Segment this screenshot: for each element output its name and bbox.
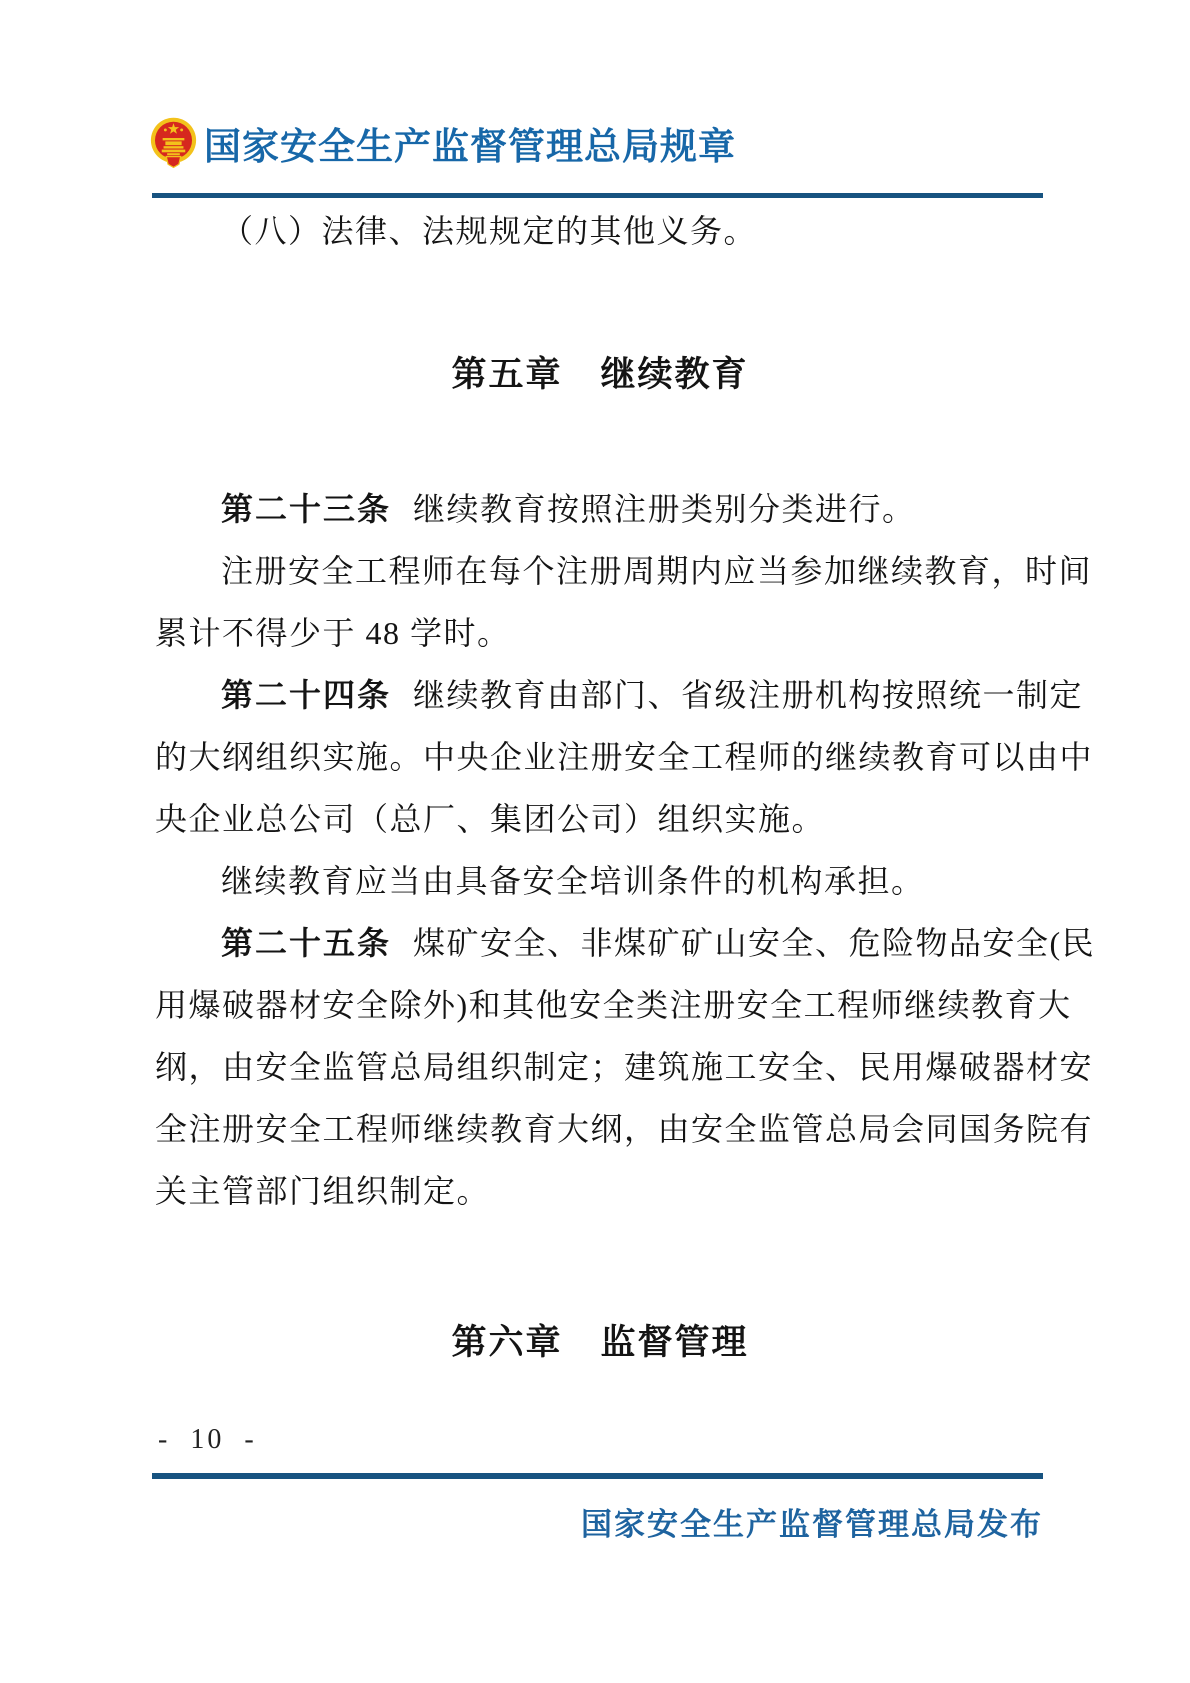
publisher-label: 国家安全生产监督管理总局发布 bbox=[581, 1507, 1043, 1542]
article-24-line bbox=[155, 664, 1084, 726]
body-line: （八）法律、法规规定的其他义务。 bbox=[221, 213, 758, 249]
chapter-heading-6 bbox=[155, 1312, 1045, 1374]
chapter-heading-5 bbox=[155, 344, 1045, 406]
footer-divider bbox=[152, 1473, 1043, 1479]
chapter-title: 继续教育 bbox=[600, 355, 749, 394]
article-23-line bbox=[155, 478, 1045, 540]
article-25-line bbox=[155, 912, 1096, 974]
page-header-title: 国家安全生产监督管理总局规章 bbox=[204, 127, 736, 168]
body-line: 关主管部门组织制定。 bbox=[155, 1173, 491, 1209]
article-text: 煤矿安全、非煤矿矿山安全、危险物品安全(民 bbox=[413, 925, 1096, 961]
chapter-title: 监督管理 bbox=[600, 1323, 749, 1362]
chapter-number: 第六章 bbox=[451, 1323, 563, 1362]
body-line: 累计不得少于 48 学时。 bbox=[155, 615, 511, 651]
body-line: 纲，由安全监管总局组织制定；建筑施工安全、民用爆破器材安 bbox=[155, 1049, 1094, 1085]
china-national-emblem-icon bbox=[150, 115, 197, 171]
article-number: 第二十五条 bbox=[221, 925, 392, 961]
article-number: 第二十三条 bbox=[221, 491, 392, 527]
article-text: 继续教育由部门、省级注册机构按照统一制定 bbox=[413, 677, 1084, 713]
document-body bbox=[155, 200, 1096, 1374]
body-line: 注册安全工程师在每个注册周期内应当参加继续教育，时间 bbox=[221, 553, 1093, 589]
article-text: 继续教育按照注册类别分类进行。 bbox=[413, 491, 916, 527]
body-line: 用爆破器材安全除外)和其他安全类注册安全工程师继续教育大 bbox=[155, 987, 1072, 1023]
page-number: - 10 - bbox=[158, 1424, 257, 1455]
header-divider bbox=[152, 193, 1043, 198]
body-line: 央企业总公司（总厂、集团公司）组织实施。 bbox=[155, 801, 826, 837]
page-header bbox=[150, 114, 1043, 172]
body-line: 的大纲组织实施。中央企业注册安全工程师的继续教育可以由中 bbox=[155, 739, 1094, 775]
body-line: 全注册安全工程师继续教育大纲，由安全监管总局会同国务院有 bbox=[155, 1111, 1094, 1147]
article-number: 第二十四条 bbox=[221, 677, 392, 713]
body-line: 继续教育应当由具备安全培训条件的机构承担。 bbox=[221, 863, 925, 899]
chapter-number: 第五章 bbox=[451, 355, 563, 394]
